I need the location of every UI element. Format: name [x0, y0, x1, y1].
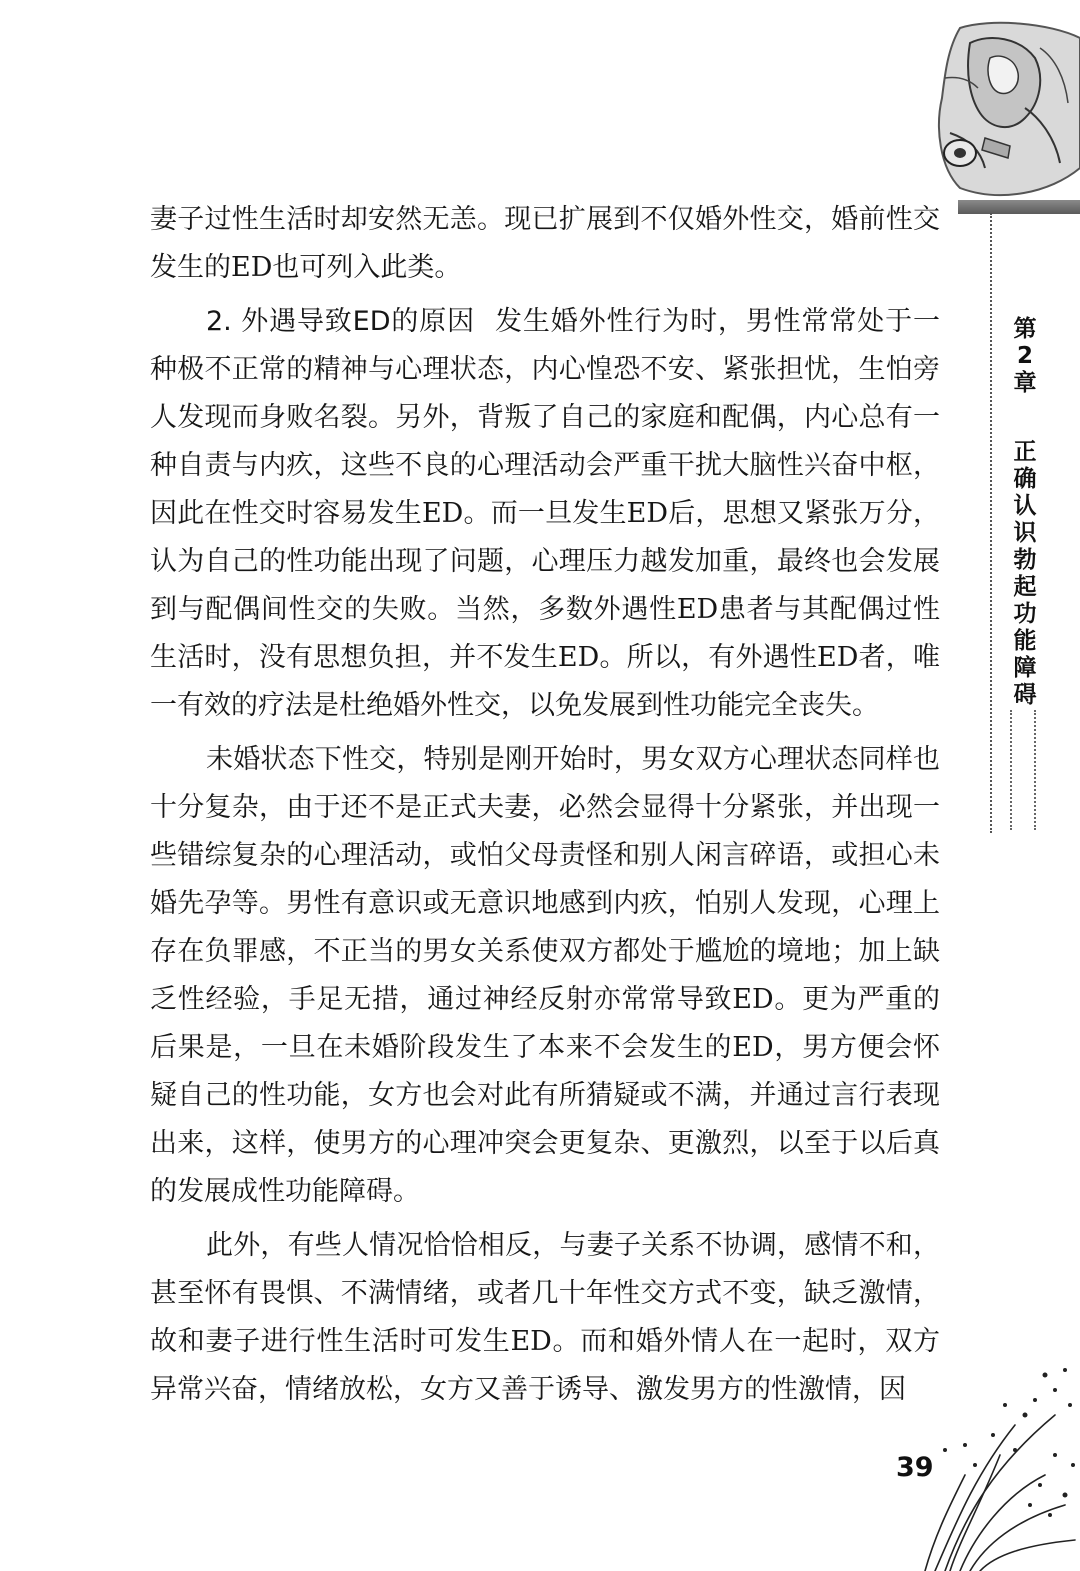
chapter-tab-char: 功 [1013, 601, 1037, 627]
paragraph: 未婚状态下性交，特别是刚开始时，男女双方心理状态同样也十分复杂，由于还不是正式夫妻，必然会显得十分紧张，并出现一些错综复杂的心理活动，或怕父母责怪和别人闲言碎语，或担心未婚先孕等。男性有意识或无意识地感到内疚，怕别人发现，心理上存在负罪感，不正当的男女关系使双方都处于尴尬的境地；加上缺乏性经验，手足无措，通过神经反射亦常常导致ED。更为严重的后果是，一旦在未婚阶段发生了本来不会发生的ED，男方便会怀疑自己的性功能，女方也会对此有所猜疑或不满，并通过言行表现出来，这样，使男方的心理冲突会更复杂、更激烈，以至于以后真的发展成性功能障碍。 [150, 744, 940, 1207]
chapter-tab-char: 识 [1013, 520, 1037, 546]
chapter-tab-char: 第 [1013, 316, 1037, 342]
chapter-tab-char: 正 [1013, 439, 1037, 465]
paragraph: 妻子过性生活时却安然无恙。现已扩展到不仅婚外性交，婚前性交发生的ED也可列入此类。 [150, 204, 940, 283]
body-text [150, 196, 940, 1414]
paragraph-body: 发生婚外性行为时，男性常常处于一种极不正常的精神与心理状态，内心惶恐不安、紧张担忧，生怕旁人发现而身败名裂。另外，背叛了自己的家庭和配偶，内心总有一种自责与内疚，这些不良的心理活动会严重干扰大脑性兴奋中枢，因此在性交时容易发生ED。而一旦发生ED后，思想又紧张万分，认为自己的性功能出现了问题，心理压力越发加重，最终也会发展到与配偶间性交的失败。当然，多数外遇性ED患者与其配偶过性生活时，没有思想负担，并不发生ED。所以，有外遇性ED者，唯一有效的疗法是杜绝婚外性交，以免发展到性功能完全丧失。 [150, 306, 940, 721]
chapter-tab-dots [1010, 710, 1036, 830]
grass-decoration-icon [905, 1345, 1080, 1571]
chapter-tab-char: 认 [1013, 493, 1037, 519]
page-number: 39 [896, 1452, 934, 1483]
chapter-tab-char: 能 [1013, 628, 1037, 654]
margin-dotted-line [990, 213, 992, 833]
chapter-tab-char: 障 [1013, 655, 1037, 681]
chapter-tab-char: 2 [1016, 343, 1033, 369]
chapter-tab [1003, 316, 1047, 709]
chapter-tab-char: 起 [1013, 574, 1037, 600]
paragraph: 此外，有些人情况恰恰相反，与妻子关系不协调，感情不和，甚至怀有畏惧、不满情绪，或者几十年性交方式不变，缺乏激情，故和妻子进行性生活时可发生ED。而和婚外情人在一起时，双方异常兴奋，情绪放松，女方又善于诱导、激发男方的性激情，因 [150, 1230, 940, 1405]
chapter-tab-char: 碍 [1013, 682, 1037, 708]
corner-illustration-icon [930, 18, 1080, 203]
chapter-tab-char: 章 [1013, 370, 1037, 396]
chapter-tab-char: 勃 [1013, 547, 1037, 573]
chapter-tab-char: 确 [1013, 466, 1037, 492]
paragraph [150, 298, 940, 730]
header-rule [958, 200, 1080, 214]
section-heading: 2. 外遇导致ED的原因 [206, 306, 475, 337]
